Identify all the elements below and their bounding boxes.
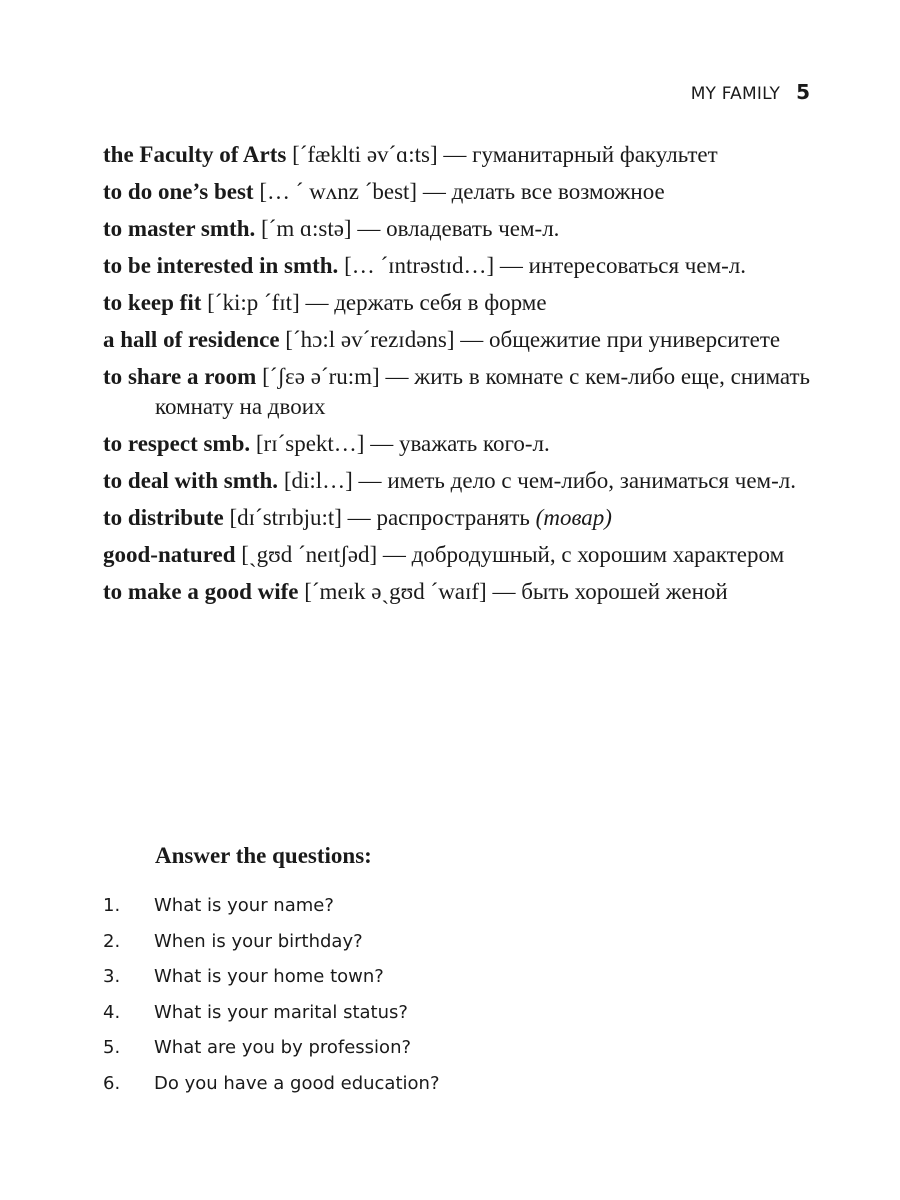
glossary-translation: иметь дело с чем-либо, заниматься чем-л.	[387, 468, 796, 493]
question-number: 5.	[103, 1037, 121, 1059]
question-text: What are you by profession?	[154, 1037, 412, 1059]
page-header	[691, 80, 810, 104]
question-item	[103, 997, 803, 1033]
glossary-entry	[103, 140, 810, 170]
glossary-term: to deal with smth.	[103, 468, 279, 493]
question-item	[103, 1032, 803, 1068]
glossary-entry	[103, 177, 810, 207]
glossary-term: to share a room	[103, 364, 257, 389]
glossary-transcription: [… ´ wʌnz ´best] —	[253, 179, 452, 204]
glossary-transcription: [´ki:p ´fɪt] —	[201, 290, 335, 315]
glossary-term: to do one’s best	[103, 179, 254, 204]
section-title: Answer the questions:	[155, 843, 372, 868]
glossary-transcription: [´m ɑ:stə] —	[255, 216, 387, 241]
glossary-entry	[103, 503, 810, 533]
glossary-translation: уважать кого-л.	[398, 431, 550, 456]
glossary-transcription: [dɪ´strɪbju:t] —	[223, 505, 377, 530]
question-item	[103, 926, 803, 962]
glossary-entry	[103, 577, 810, 607]
glossary-translation: общежитие при университете	[489, 327, 781, 352]
question-number: 3.	[103, 966, 121, 988]
glossary-transcription: [… ´ɪntrəstɪd…] —	[338, 253, 529, 278]
glossary-list	[103, 140, 810, 614]
questions-list	[103, 890, 803, 1104]
glossary-term: to distribute	[103, 505, 224, 530]
question-text: When is your birthday?	[154, 930, 363, 952]
glossary-transcription: [´hɔ:l əv´rezɪdəns] —	[279, 327, 490, 352]
glossary-transcription: [´fækltі əv´ɑ:ts] —	[286, 142, 473, 167]
question-number: 2.	[103, 930, 121, 952]
question-item	[103, 1068, 803, 1104]
glossary-term: to master smth.	[103, 216, 256, 241]
glossary-term: a hall of residence	[103, 327, 280, 352]
question-text: What is your name?	[154, 895, 334, 916]
glossary-transcription: [´meɪk əˏgʊd ´waɪf] —	[298, 579, 522, 604]
page-number: 5	[796, 80, 810, 104]
glossary-term: to be interested in smth.	[103, 253, 339, 278]
glossary-translation: овладевать чем-л.	[386, 216, 560, 241]
glossary-term: to keep fit	[103, 290, 202, 315]
glossary-term: the Faculty of Arts	[103, 142, 287, 167]
glossary-entry	[103, 214, 810, 244]
glossary-entry	[103, 288, 810, 318]
glossary-translation: держать себя в форме	[334, 290, 547, 315]
glossary-entry	[103, 325, 810, 355]
question-text: What is your home town?	[154, 966, 384, 988]
glossary-translation: интересоваться чем-л.	[528, 253, 747, 278]
question-number: 6.	[103, 1072, 121, 1094]
question-item	[103, 890, 803, 926]
glossary-translation: быть хорошей женой	[521, 579, 728, 604]
glossary-translation: жить в комнате с кем-либо еще, снимать комнату на двоих	[155, 364, 810, 419]
glossary-entry	[103, 429, 810, 459]
glossary-entry	[103, 466, 810, 496]
glossary-translation: распространять	[376, 505, 536, 530]
question-item	[103, 961, 803, 997]
glossary-translation: гуманитарный факультет	[472, 142, 718, 167]
question-text: Do you have a good education?	[154, 1072, 440, 1094]
glossary-note: (товар)	[535, 505, 612, 530]
glossary-entry	[103, 362, 810, 422]
glossary-translation: делать все возможное	[451, 179, 665, 204]
glossary-transcription: [rɪ´spekt…] —	[250, 431, 399, 456]
glossary-term: to make a good wife	[103, 579, 299, 604]
running-title: MY FAMILY	[690, 84, 781, 104]
glossary-transcription: [ˏgʊd ´neɪtʃəd] —	[235, 542, 412, 567]
question-number: 1.	[103, 895, 121, 916]
glossary-transcription: [di:l…] —	[278, 468, 388, 493]
glossary-entry	[103, 251, 810, 281]
question-text: What is your marital status?	[154, 1001, 408, 1023]
glossary-entry	[103, 540, 810, 570]
glossary-term: to respect smb.	[103, 431, 251, 456]
glossary-term: good-natured	[103, 542, 236, 567]
glossary-translation: добродушный, с хорошим характером	[411, 542, 785, 567]
question-number: 4.	[103, 1001, 121, 1023]
glossary-transcription: [´ʃεə ə´ru:m] —	[256, 364, 415, 389]
